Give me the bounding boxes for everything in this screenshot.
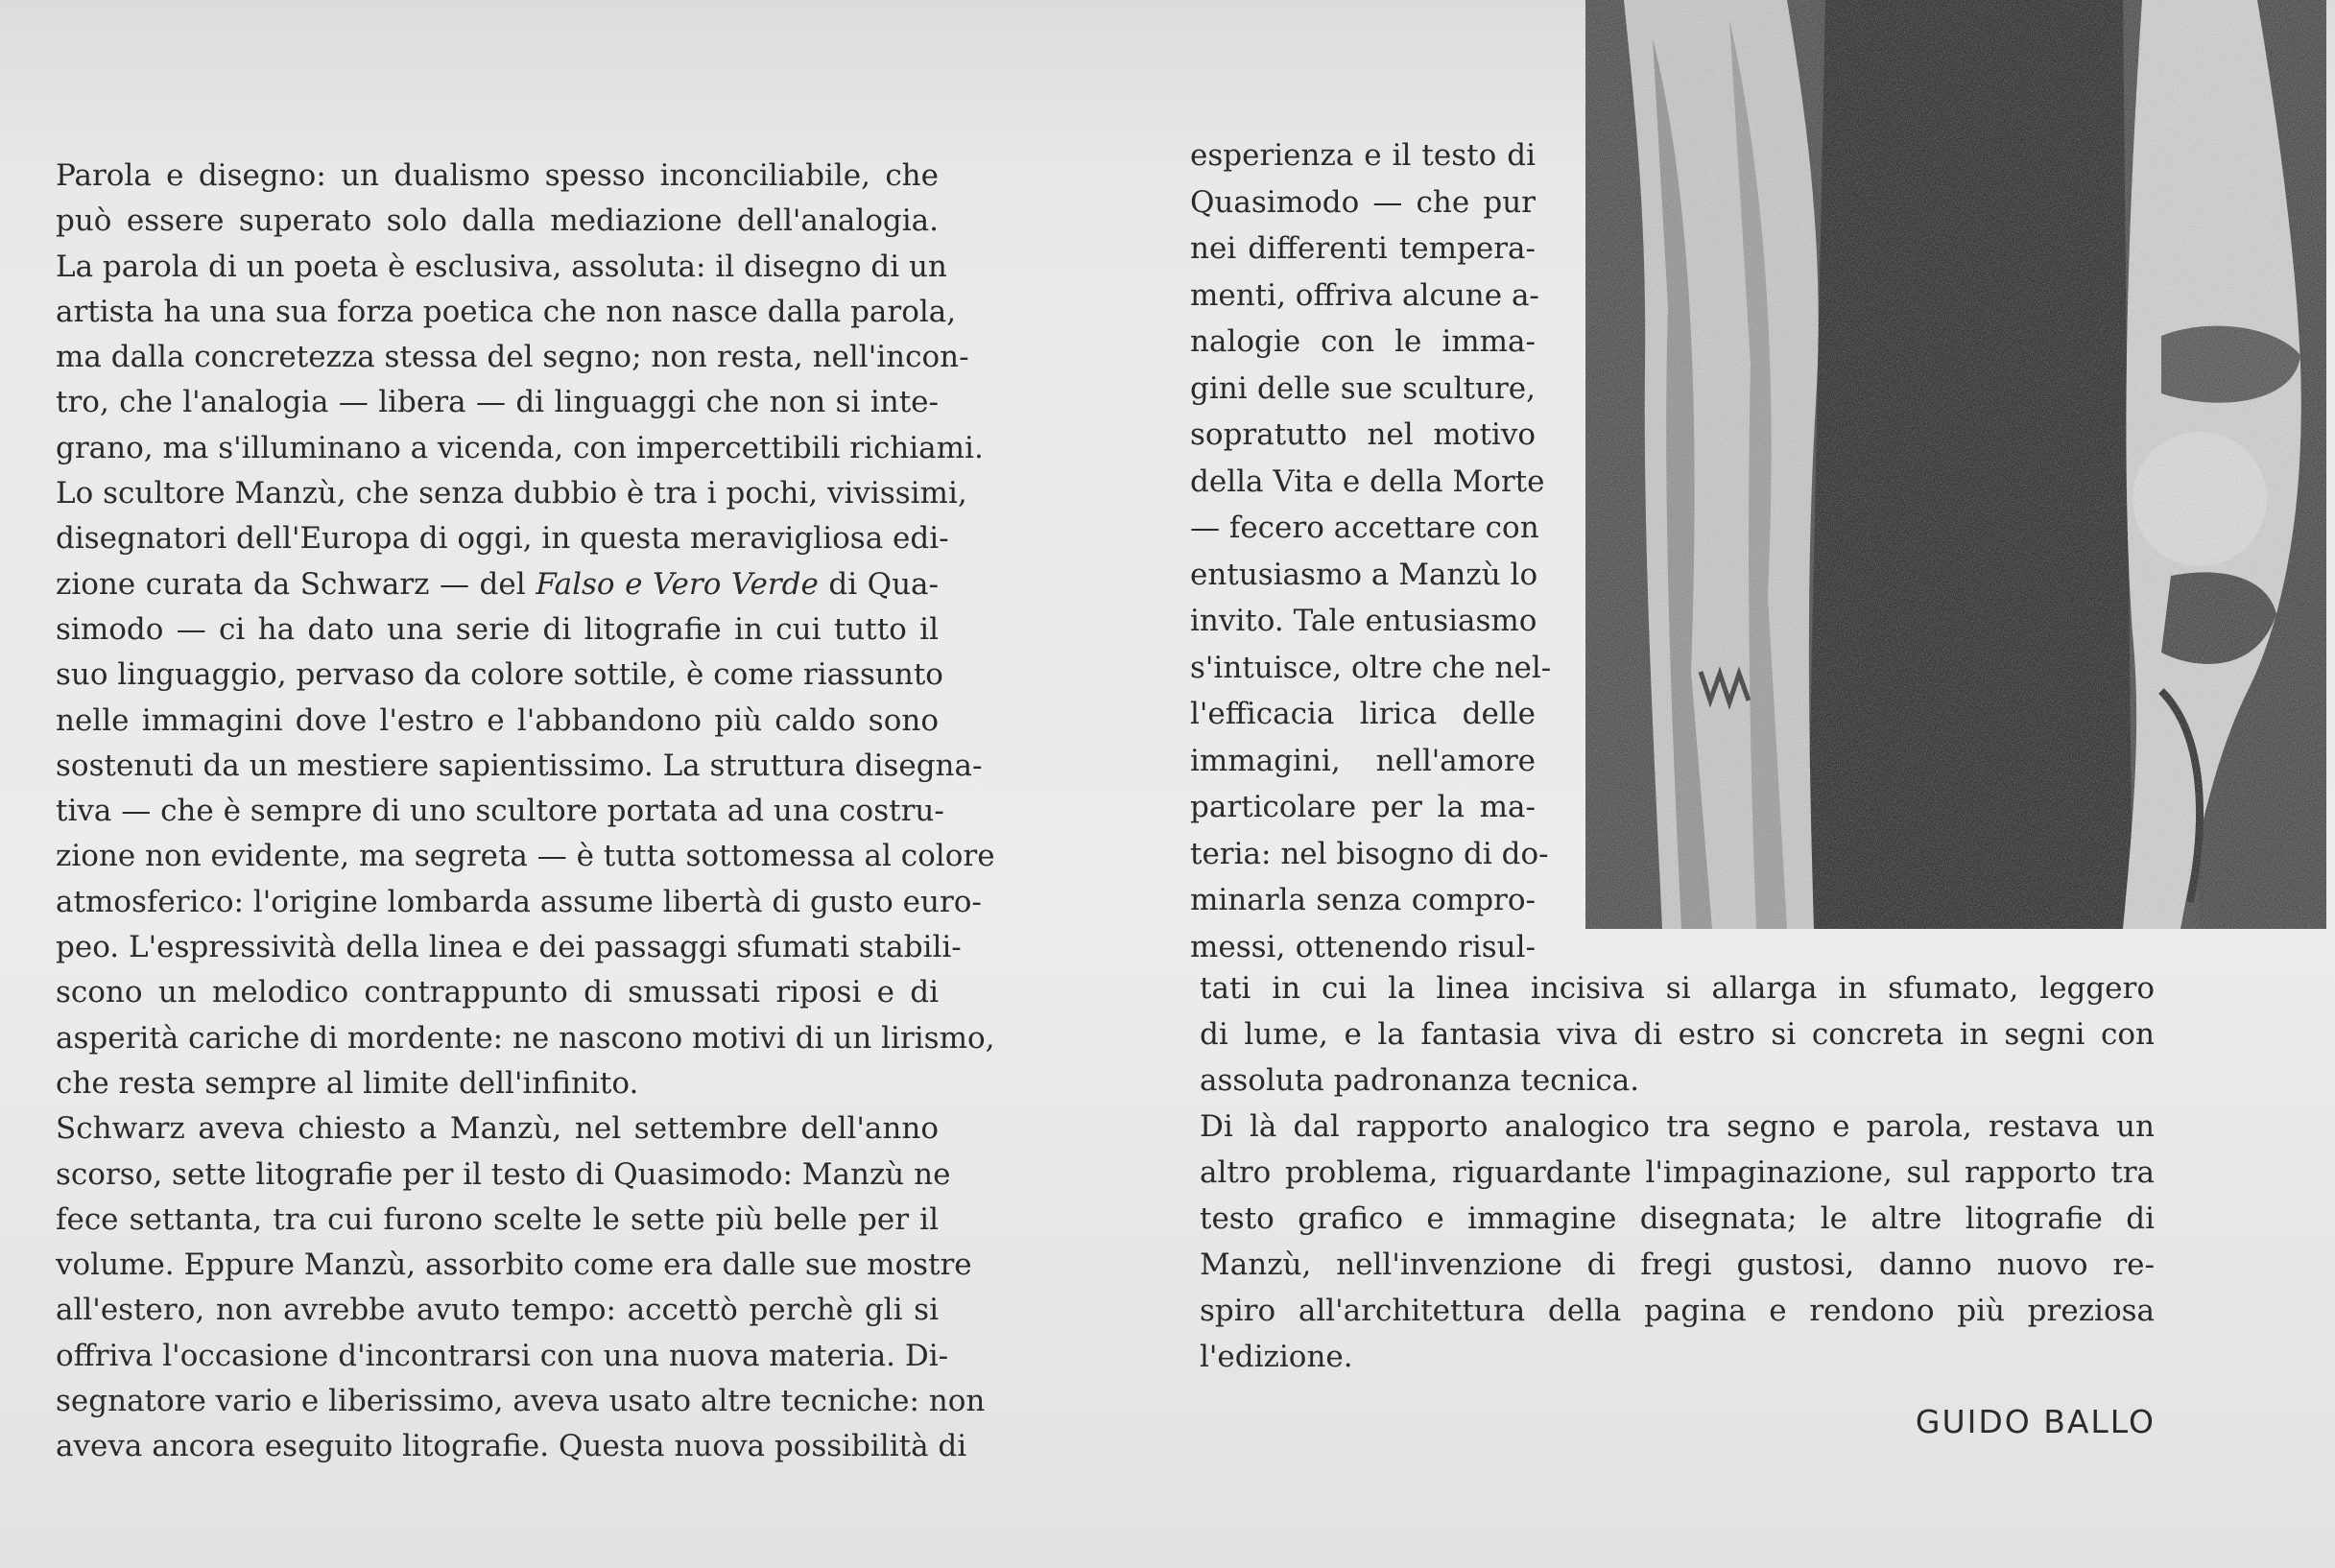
text-line: tro, che l'analogia — libera — di linguaggi che non si inte- xyxy=(56,385,939,420)
text-line: zione non evidente, ma segreta — è tutta sottomessa al colore xyxy=(56,839,995,874)
text-line: altro problema, riguardante l'impaginazione, sul rapporto tra xyxy=(1200,1155,2155,1190)
text-line: entusiasmo a Manzù lo xyxy=(1190,557,1538,592)
text-line: assoluta padronanza tecnica. xyxy=(1200,1063,1640,1098)
left-text-column xyxy=(56,154,995,1470)
text-line: sostenuti da un mestiere sapientissimo. La struttura disegna- xyxy=(56,748,983,783)
text-line: esperienza e il testo di xyxy=(1190,138,1536,173)
text-line: atmosferico: l'origine lombarda assume libertà di gusto euro- xyxy=(56,884,982,919)
text-line: nei differenti tempera- xyxy=(1190,231,1536,266)
text-line: nelle immagini dove l'estro e l'abbandono più caldo sono xyxy=(56,702,939,738)
text-line: all'estero, non avrebbe avuto tempo: accettò perchè gli si xyxy=(56,1293,939,1328)
text-line: scorso, sette litografie per il testo di Quasimodo: Manzù ne xyxy=(56,1156,951,1192)
text-line: asperità cariche di mordente: ne nascono motivi di un lirismo, xyxy=(56,1020,995,1056)
text-line: ma dalla concretezza stessa del segno; non resta, nell'incon- xyxy=(56,340,969,375)
text-line: tati in cui la linea incisiva si allarga in sfumato, leggero xyxy=(1200,971,2155,1006)
right-text-column xyxy=(1190,132,1552,970)
bottom-text-column xyxy=(1200,965,2155,1380)
text-line: Lo scultore Manzù, che senza dubbio è tra i pochi, vivissimi, xyxy=(56,476,967,511)
text-line: peo. L'espressività della linea e dei passaggi sfumati stabili- xyxy=(56,930,962,965)
text-line: La parola di un poeta è esclusiva, assoluta: il disegno di un xyxy=(56,249,947,284)
text-line: scono un melodico contrappunto di smussati riposi e di xyxy=(56,975,939,1010)
text-line: offriva l'occasione d'incontrarsi con una nuova materia. Di- xyxy=(56,1338,949,1373)
text-line: immagini, nell'amore xyxy=(1190,743,1536,778)
text-line: s'intuisce, oltre che nel- xyxy=(1190,650,1552,685)
text-line: Di là dal rapporto analogico tra segno e parola, restava un xyxy=(1200,1109,2155,1144)
text-line: spiro all'architettura della pagina e rendono più preziosa xyxy=(1200,1294,2155,1328)
text-line: teria: nel bisogno di do- xyxy=(1190,836,1549,871)
text-line: volume. Eppure Manzù, assorbito come era dalle sue mostre xyxy=(56,1247,972,1283)
text-line: aveva ancora eseguito litografie. Questa nuova possibilità di xyxy=(56,1429,967,1464)
text-line: disegnatori dell'Europa di oggi, in questa meravigliosa edi- xyxy=(56,521,949,557)
text-line: particolare per la ma- xyxy=(1190,790,1536,824)
text-line: — fecero accettare con xyxy=(1190,511,1539,545)
text-fragment: zione curata da Schwarz — del xyxy=(56,566,536,602)
text-line: simodo — ci ha dato una serie di litografie in cui tutto il xyxy=(56,611,939,647)
text-line: suo linguaggio, pervaso da colore sottile, è come riassunto xyxy=(56,657,943,693)
text-line: può essere superato solo dalla mediazione dell'analogia. xyxy=(56,203,939,239)
author-signature: GUIDO BALLO xyxy=(1915,1403,2156,1440)
text-fragment: di Qua- xyxy=(818,566,939,602)
text-line: invito. Tale entusiasmo xyxy=(1190,604,1537,638)
text-line: l'edizione. xyxy=(1200,1340,1353,1374)
text-line: Quasimodo — che pur xyxy=(1190,184,1536,220)
text-line: Manzù, nell'invenzione di fregi gustosi, danno nuovo re- xyxy=(1200,1247,2155,1282)
text-line: tiva — che è sempre di uno scultore portata ad una costru- xyxy=(56,794,944,829)
lithograph-illustration xyxy=(1585,0,2326,929)
lithograph-drawing xyxy=(1585,0,2326,929)
text-line: che resta sempre al limite dell'infinito. xyxy=(56,1065,639,1101)
text-line: messi, ottenendo risul- xyxy=(1190,929,1536,964)
text-line: artista ha una sua forza poetica che non nasce dalla parola, xyxy=(56,294,957,329)
text-line: nalogie con le imma- xyxy=(1190,324,1536,359)
book-title: Falso e Vero Verde xyxy=(536,566,819,602)
text-line: Parola e disegno: un dualismo spesso inconciliabile, che xyxy=(56,158,939,193)
text-line: della Vita e della Morte xyxy=(1190,463,1545,499)
text-line: menti, offriva alcune a- xyxy=(1190,277,1539,313)
text-line: di lume, e la fantasia viva di estro si concreta in segni con xyxy=(1200,1017,2155,1052)
text-line: minarla senza compro- xyxy=(1190,883,1536,917)
text-line: l'efficacia lirica delle xyxy=(1190,697,1536,731)
text-line: grano, ma s'illuminano a vicenda, con impercettibili richiami. xyxy=(56,430,984,465)
text-line: gini delle sue sculture, xyxy=(1190,370,1536,406)
text-line: segnatore vario e liberissimo, aveva usato altre tecniche: non xyxy=(56,1384,986,1419)
text-line: Schwarz aveva chiesto a Manzù, nel settembre dell'anno xyxy=(56,1111,939,1147)
text-line-with-title xyxy=(56,562,939,607)
text-line: fece settanta, tra cui furono scelte le sette più belle per il xyxy=(56,1201,939,1237)
text-line: sopratutto nel motivo xyxy=(1190,417,1536,452)
text-line: testo grafico e immagine disegnata; le altre litografie di xyxy=(1200,1201,2155,1236)
